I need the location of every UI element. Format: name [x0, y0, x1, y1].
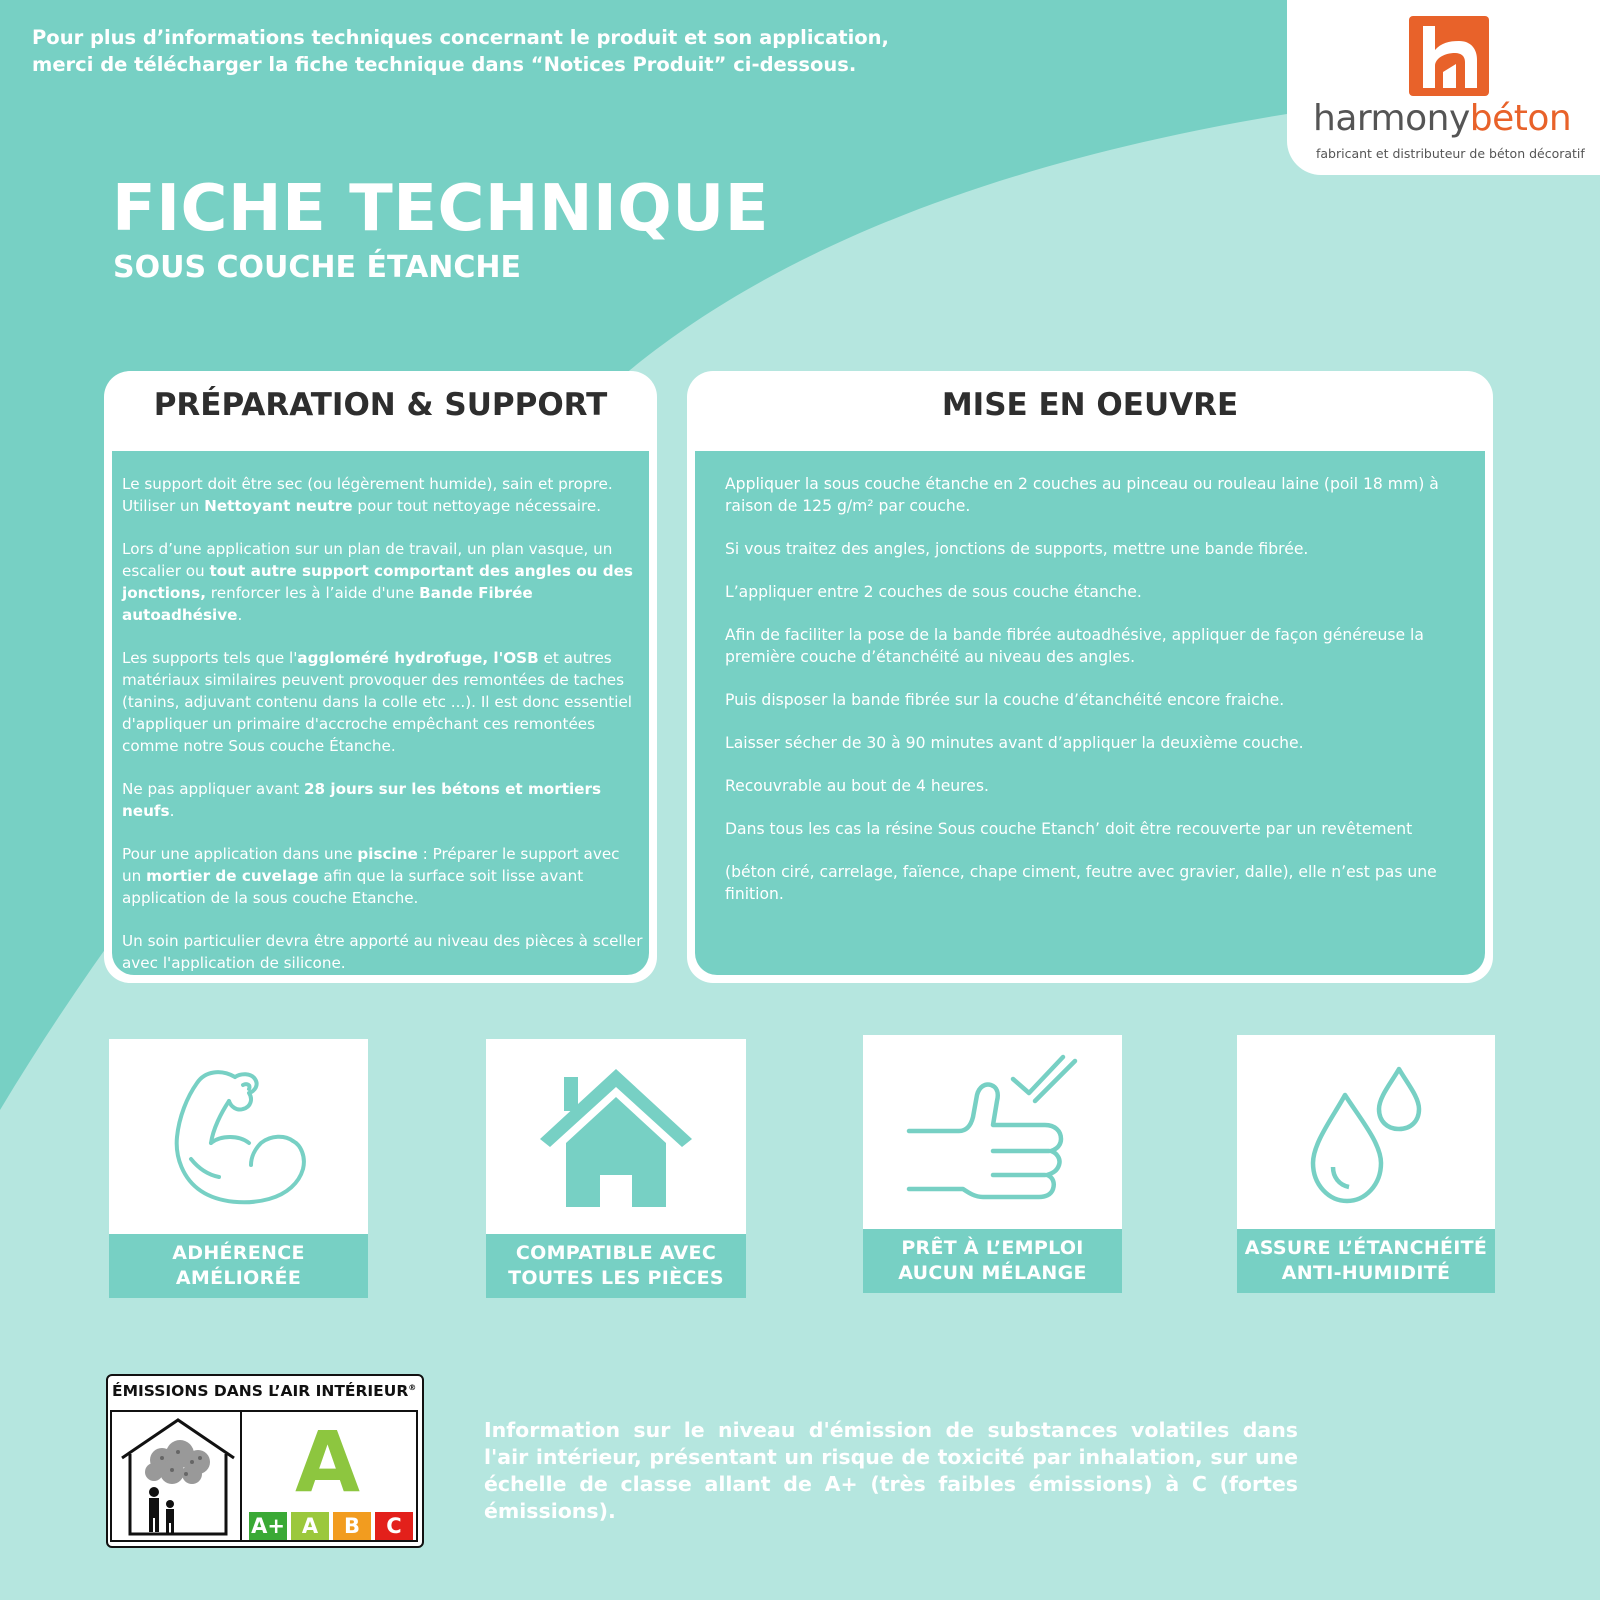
application-step: Recouvrable au bout de 4 heures. — [725, 777, 989, 795]
scale-a: A — [291, 1512, 329, 1540]
water-drops-icon — [1237, 1035, 1495, 1229]
application-step: (béton ciré, carrelage, faïence, chape ciment, feutre avec gravier, dalle), elle n’est pas une finition. — [725, 863, 1437, 903]
preparation-card — [104, 371, 657, 983]
application-body — [695, 451, 1485, 975]
feature-adherence — [109, 1039, 368, 1298]
download-notice — [32, 24, 912, 78]
application-step: Laisser sécher de 30 à 90 minutes avant d’appliquer la deuxième couche. — [725, 734, 1304, 752]
scale-b: B — [333, 1512, 371, 1540]
preparation-paragraph: Les supports tels que l'aggloméré hydrofuge, l'OSB et autres matériaux similaires peuvent provoquer des remontées de taches (tanins, adjuvant contenu dans la colle etc ...). Il est donc essentiel d'appliquer un primaire d'accroche empêchant ces remontées comme notre Sous couche Étanche. — [122, 649, 633, 755]
notice-line-2: merci de télécharger la fiche technique dans “Notices Produit” ci-dessous. — [32, 53, 857, 76]
page-subtitle: SOUS COUCHE ÉTANCHE — [113, 250, 522, 285]
brand-tagline: fabricant et distributeur de béton décoratif — [1316, 146, 1585, 161]
notice-line-1: Pour plus d’informations techniques concernant le produit et son application, — [32, 26, 889, 49]
preparation-body — [112, 451, 649, 975]
scale-c: C — [375, 1512, 413, 1540]
emissions-description: Information sur le niveau d'émission de substances volatiles dans l'air intérieur, présentant un risque de toxicité par inhalation, sur une échelle de classe allant de A+ (très faibles émissions) à C (fortes émissions). — [484, 1418, 1298, 1523]
thumbs-up-check-icon — [863, 1035, 1122, 1229]
feature-label: PRÊT À L’EMPLOI AUCUN MÉLANGE — [863, 1229, 1122, 1293]
emissions-body — [110, 1410, 418, 1542]
feature-label: ASSURE L’ÉTANCHÉITÉ ANTI-HUMIDITÉ — [1237, 1229, 1495, 1293]
preparation-paragraph: Pour une application dans une piscine : Préparer le support avec un mortier de cuvelage afin que la surface soit lisse avant application de la sous couche Etanche. — [122, 845, 620, 907]
application-step: Appliquer la sous couche étanche en 2 couches au pinceau ou rouleau laine (poil 18 mm) à raison de 125 g/m² par couche. — [725, 475, 1439, 515]
feature-waterproof — [1237, 1035, 1495, 1293]
scale-a-plus: A+ — [249, 1512, 287, 1540]
preparation-paragraph: Ne pas appliquer avant 28 jours sur les bétons et mortiers neufs. — [122, 780, 602, 820]
application-card — [687, 371, 1493, 983]
harmony-beton-logo-icon — [1409, 16, 1489, 96]
emissions-label — [106, 1374, 424, 1548]
application-step: Afin de faciliter la pose de la bande fibrée autoadhésive, appliquer de façon généreuse la première couche d’étanchéité au niveau des angles. — [725, 626, 1424, 666]
preparation-paragraph: Un soin particulier devra être apporté au niveau des pièces à sceller avec l'application de silicone. — [122, 932, 643, 972]
feature-label: COMPATIBLE AVEC TOUTES LES PIÈCES — [486, 1234, 746, 1298]
feature-compatible — [486, 1039, 746, 1298]
application-step: Si vous traitez des angles, jonctions de supports, mettre une bande fibrée. — [725, 540, 1309, 558]
application-step: Puis disposer la bande fibrée sur la couche d’étanchéité encore fraiche. — [725, 691, 1285, 709]
emissions-grade: A — [295, 1413, 361, 1511]
feature-label: ADHÉRENCE AMÉLIORÉE — [109, 1234, 368, 1298]
preparation-paragraph: Le support doit être sec (ou légèrement humide), sain et propre. Utiliser un Nettoyant neutre pour tout nettoyage nécessaire. — [122, 475, 613, 515]
page-title: FICHE TECHNIQUE — [112, 172, 769, 246]
emissions-header: ÉMISSIONS DANS L’AIR INTÉRIEUR® — [112, 1382, 417, 1400]
house-icon — [486, 1039, 746, 1234]
house-air-quality-icon — [112, 1412, 242, 1540]
flexed-arm-icon — [109, 1039, 368, 1234]
preparation-paragraph: Lors d’une application sur un plan de travail, un plan vasque, un escalier ou tout autre support comportant des angles ou des jonctions, renforcer les à l’aide d'une Bande Fibrée autoadhésive. — [122, 540, 633, 624]
application-step: L’appliquer entre 2 couches de sous couche étanche. — [725, 583, 1142, 601]
preparation-heading: PRÉPARATION & SUPPORT — [153, 387, 608, 423]
brand-name: harmonybéton — [1313, 98, 1572, 139]
application-step: Dans tous les cas la résine Sous couche Etanch’ doit être recouverte par un revêtement — [725, 820, 1413, 838]
feature-ready-to-use — [863, 1035, 1122, 1293]
application-heading: MISE EN OEUVRE — [941, 387, 1239, 423]
